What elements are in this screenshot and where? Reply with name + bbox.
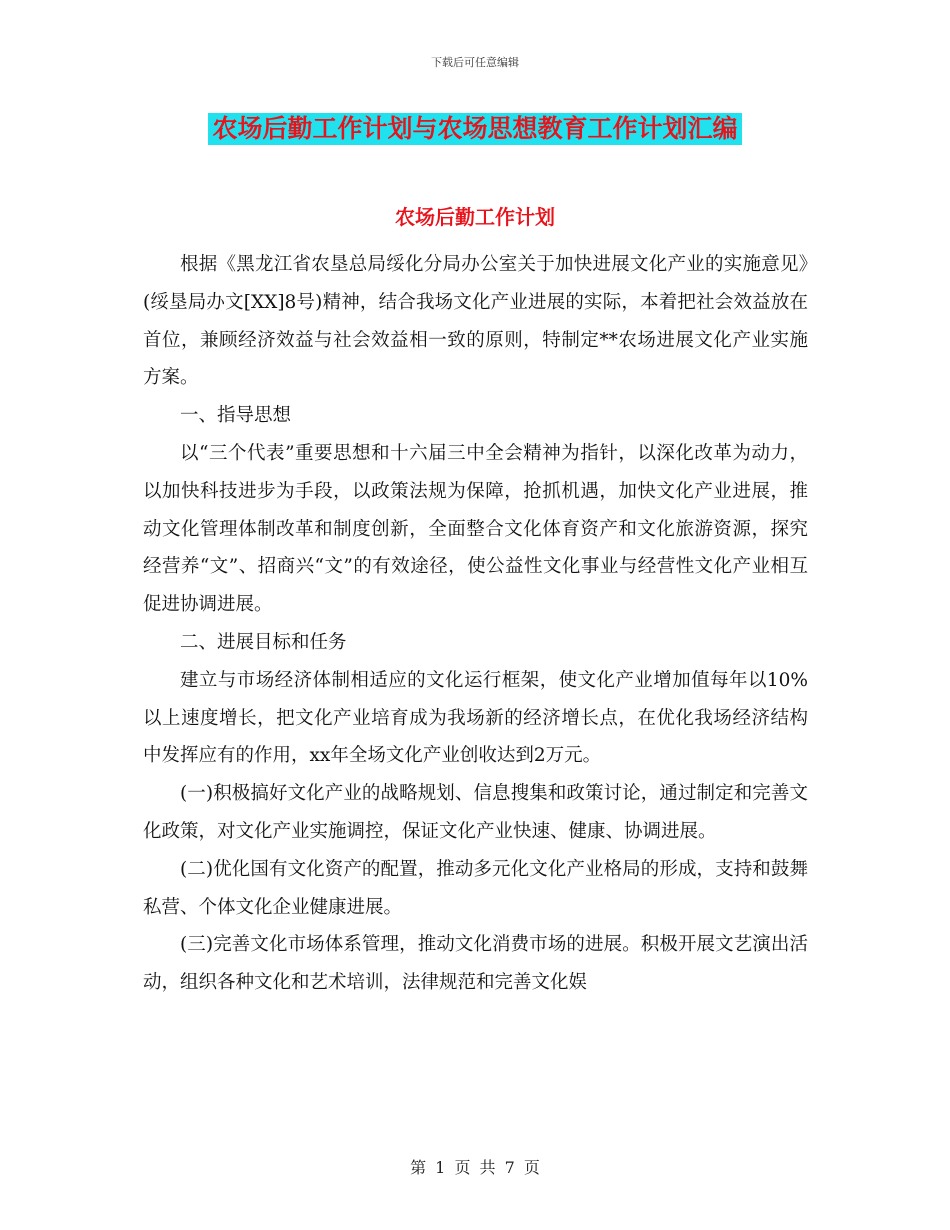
main-title-wrap (0, 113, 950, 145)
heading-guiding-ideology: 一、指导思想 (180, 405, 292, 427)
document-title: 农场后勤工作计划与农场思想教育工作计划汇编 (208, 113, 741, 145)
paragraph-intro: 根据《黑龙江省农垦总局绥化分局办公室关于加快进展文化产业的实施意见》(绥垦局办文[XX]8号)精神，结合我场文化产业进展的实际，本着把社会效益放在首位，兼顾经济效益与社会效益相一致的原则，特制定**农场进展文化产业实施方案。 (143, 254, 808, 389)
paragraph-task-2: (二)优化国有文化资产的配置，推动多元化文化产业格局的形成，支持和鼓舞私营、个体文化企业健康进展。 (143, 858, 808, 918)
paragraph-task-3: (三)完善文化市场体系管理，推动文化消费市场的进展。积极开展文艺演出活动，组织各种文化和艺术培训，法律规范和完善文化娱 (143, 934, 808, 994)
section-title: 农场后勤工作计划 (395, 205, 555, 229)
heading-goals-tasks: 二、进展目标和任务 (180, 631, 347, 653)
paragraph-guiding-ideology: 以“三个代表”重要思想和十六届三中全会精神为指针，以深化改革为动力，以加快科技进步为手段，以政策法规为保障，抢抓机遇，加快文化产业进展，推动文化管理体制改革和制度创新，全面整合文化体育资产和文化旅游资源，探究经营养“文”、招商兴“文”的有效途径，使公益性文化事业与经营性文化产业相互促进协调进展。 (143, 442, 808, 616)
paragraph-task-1: (一)积极搞好文化产业的战略规划、信息搜集和政策讨论，通过制定和完善文化政策，对文化产业实施调控，保证文化产业快速、健康、协调进展。 (143, 783, 808, 842)
paragraph-goals: 建立与市场经济体制相适应的文化运行框架，使文化产业增加值每年以10%以上速度增长，把文化产业培育成为我场新的经济增长点，在优化我场经济结构中发挥应有的作用，xx年全场文化产业创收达到2万元。 (143, 669, 808, 767)
document-body (143, 246, 808, 1002)
header-note: 下载后可任意编辑 (431, 56, 519, 69)
page-footer: 第 1 页 共 7 页 (410, 1158, 540, 1177)
